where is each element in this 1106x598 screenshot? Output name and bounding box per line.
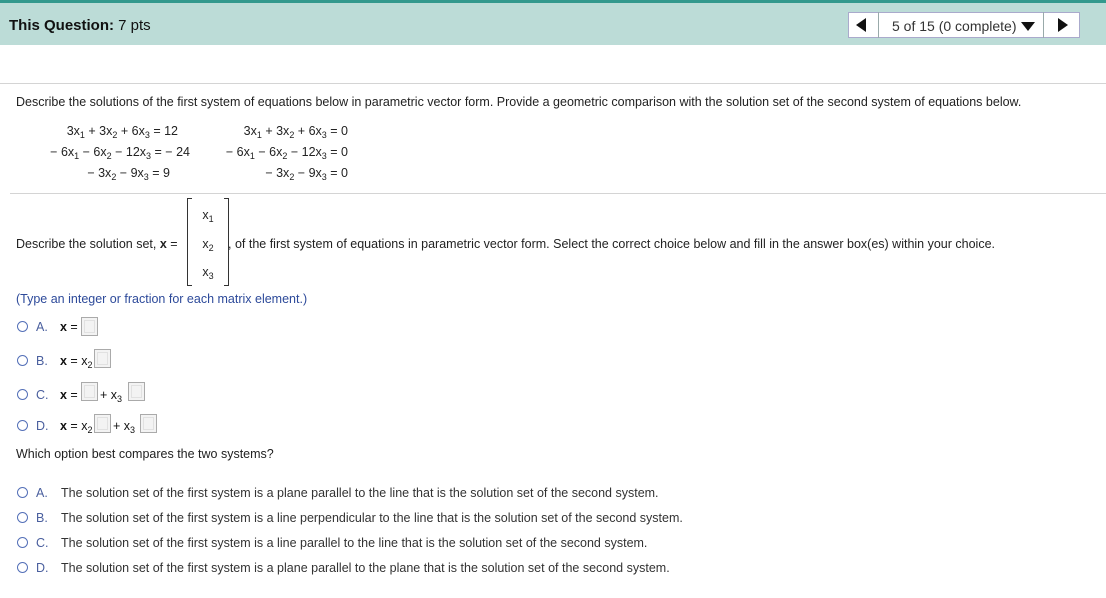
system1-equation-1: $3x_1 + 3x_2 + 6x_3 = 12$ — [66, 124, 178, 140]
system1-equation-3: − $3x_2 - 9x_3 = 9$ — [87, 166, 170, 182]
choice-d-text[interactable]: The solution set of the first system is a plane parallel to the plane that is the solution set of the second system. — [61, 561, 670, 575]
choice-d-radio[interactable] — [17, 562, 28, 573]
chevron-down-icon[interactable] — [1021, 22, 1035, 31]
option-c-letter: C. — [36, 388, 49, 402]
previous-question-icon[interactable] — [856, 18, 866, 32]
option-a-letter: A. — [36, 320, 48, 334]
option-a-radio[interactable] — [17, 321, 28, 332]
solution-set-instructions: , of the first system of equations in parametric vector form. Select the correct choice below and fill in the answer box(es) within your choice. — [228, 237, 996, 251]
option-c-radio[interactable] — [17, 389, 28, 400]
option-a-answer-box[interactable] — [81, 317, 98, 336]
choice-a-text[interactable]: The solution set of the first system is a plane parallel to the line that is the solution set of the second system. — [61, 486, 659, 500]
choice-c-radio[interactable] — [17, 537, 28, 548]
divider — [1043, 12, 1044, 38]
choice-c-text[interactable]: The solution set of the first system is a line parallel to the line that is the solution set of the second system. — [61, 536, 648, 550]
choice-b-radio[interactable] — [17, 512, 28, 523]
option-d-plus-x3: + $x_3$ — [113, 419, 136, 435]
system2-equation-3: − $3x_2 - 9x_3 = 0$ — [265, 166, 348, 182]
option-c-answer-box-2[interactable] — [128, 382, 145, 401]
choice-d-letter: D. — [36, 561, 49, 575]
choice-b-text[interactable]: The solution set of the first system is a line perpendicular to the line that is the solution set of the second system. — [61, 511, 683, 525]
solution-set-label: Describe the solution set, x = — [16, 237, 178, 251]
option-d-letter: D. — [36, 419, 49, 433]
option-d-answer-box-2[interactable] — [140, 414, 157, 433]
problem-prompt: Describe the solutions of the first system of equations below in parametric vector form. Provide a geometric comparison with the solution set of the second system of equations below. — [16, 95, 1022, 109]
option-d-expression: $x = x_2$ — [60, 419, 93, 435]
option-c-expression: x = — [60, 388, 78, 402]
choice-a-radio[interactable] — [17, 487, 28, 498]
option-d-radio[interactable] — [17, 420, 28, 431]
option-b-radio[interactable] — [17, 355, 28, 366]
choice-a-letter: A. — [36, 486, 48, 500]
question-position-select[interactable]: 5 of 15 (0 complete) — [892, 18, 1017, 34]
system1-equation-2: − $6x_1 - 6x_2 - 12x_3$ = − 24 — [50, 145, 190, 161]
option-a-expression: x = — [60, 320, 78, 334]
option-c-answer-box-1[interactable] — [81, 382, 98, 401]
option-b-answer-box[interactable] — [94, 349, 111, 368]
solution-vector-matrix — [187, 198, 229, 286]
option-d-answer-box-1[interactable] — [94, 414, 111, 433]
option-c-plus-x3: + $x_3$ — [100, 388, 123, 404]
matrix-entry-x1: $x_1$ — [202, 208, 214, 224]
question-navigator — [848, 12, 1080, 38]
divider — [10, 193, 1106, 194]
question-points: This Question: 7 pts — [9, 17, 151, 34]
divider — [0, 83, 1106, 84]
matrix-entry-x2: $x_2$ — [202, 237, 214, 253]
divider — [878, 12, 879, 38]
system2-equation-1: $3x_1 + 3x_2 + 6x_3 = 0$ — [243, 124, 348, 140]
comparison-question: Which option best compares the two systems? — [16, 447, 274, 461]
choice-b-letter: B. — [36, 511, 48, 525]
choice-c-letter: C. — [36, 536, 49, 550]
option-b-expression: $x = x_2$ — [60, 354, 93, 370]
input-hint: (Type an integer or fraction for each matrix element.) — [16, 292, 308, 306]
question-header — [0, 3, 1106, 45]
matrix-entry-x3: $x_3$ — [202, 265, 214, 281]
option-b-letter: B. — [36, 354, 48, 368]
system2-equation-2: − $6x_1 - 6x_2 - 12x_3 = 0$ — [225, 145, 348, 161]
next-question-icon[interactable] — [1058, 18, 1068, 32]
